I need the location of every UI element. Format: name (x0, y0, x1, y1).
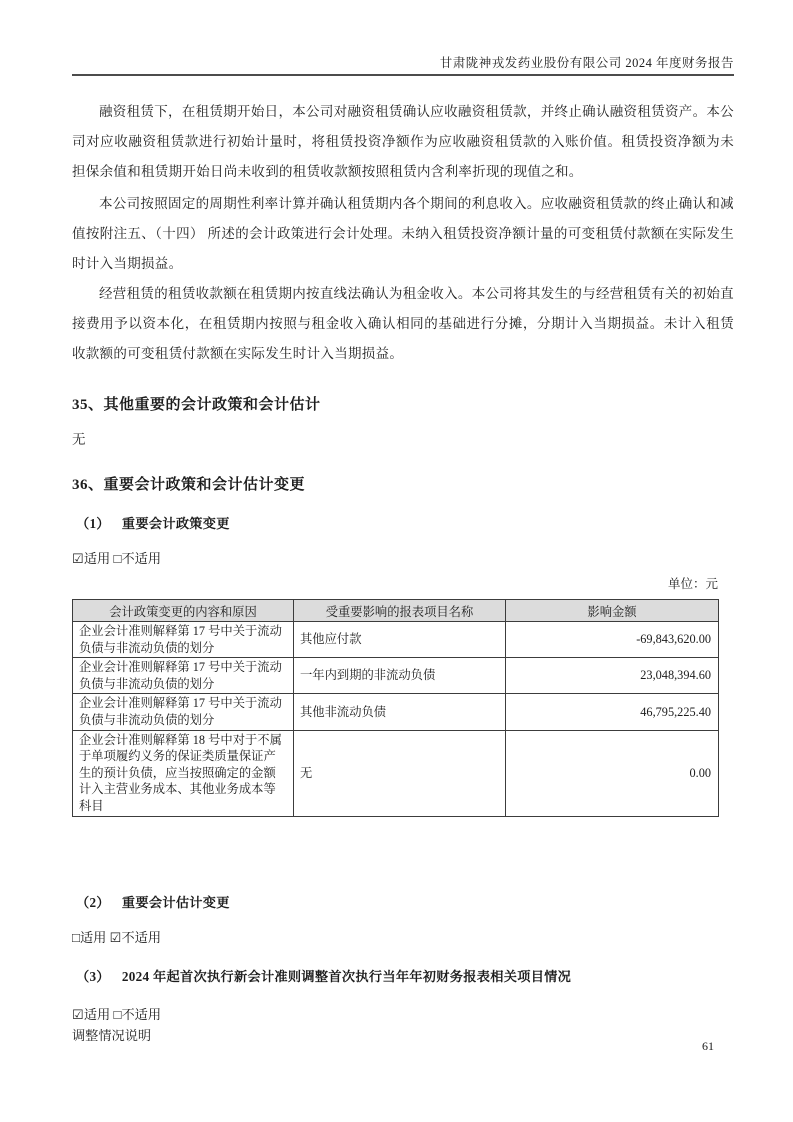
table-row (73, 622, 719, 658)
paragraph-interest-income: 本公司按照固定的周期性利率计算并确认租赁期内各个期间的利息收入。应收融资租赁款的终止确认和减值按附注五、（十四） 所述的会计政策进行会计处理。未纳入租赁投资净额计量的可变租赁付款额在实际发生时计入当期损益。 (72, 196, 734, 271)
sub-3-title: 2024 年起首次执行新会计准则调整首次执行当年年初财务报表相关项目情况 (121, 968, 572, 984)
page-number: 61 (702, 1039, 714, 1053)
table-header-row (73, 600, 719, 622)
heading-sub-1 (76, 515, 734, 533)
sub-3-applicable-checkboxes: ☑适用 □不适用 (72, 1006, 162, 1022)
sub-3-number: （3） (76, 968, 110, 984)
cell-impact-amount: 0.00 (506, 730, 719, 816)
table-row (73, 658, 719, 694)
cell-change-reason: 企业会计准则解释第 17 号中关于流动负债与非流动负债的划分 (73, 622, 294, 658)
cell-affected-item: 其他非流动负债 (294, 694, 506, 730)
heading-sub-2 (76, 894, 734, 912)
policy-change-table (72, 599, 719, 817)
sub-1-number: （1） (76, 516, 110, 531)
sub-2-applicable-checkboxes: □适用 ☑不适用 (72, 929, 162, 945)
heading-sub-3 (76, 968, 734, 986)
header-rule (72, 74, 734, 76)
section-35-body: 无 (72, 432, 86, 447)
col-header-impact-amount: 影响金额 (506, 600, 719, 622)
sub-1-applicable-checkboxes: ☑适用 □不适用 (72, 551, 162, 566)
cell-change-reason: 企业会计准则解释第 17 号中关于流动负债与非流动负债的划分 (73, 658, 294, 694)
cell-change-reason: 企业会计准则解释第 17 号中关于流动负债与非流动负债的划分 (73, 694, 294, 730)
cell-impact-amount: -69,843,620.00 (506, 622, 719, 658)
cell-affected-item: 无 (294, 730, 506, 816)
paragraph-operating-lease: 经营租赁的租赁收款额在租赁期内按直线法确认为租金收入。本公司将其发生的与经营租赁有关的初始直接费用予以资本化，在租赁期内按照与租金收入确认相同的基础进行分摊，分期计入当期损益。未计入租赁收款额的可变租赁付款额在实际发生时计入当期损益。 (72, 286, 734, 361)
sub-2-title: 重要会计估计变更 (121, 894, 230, 910)
adjustment-note-label: 调整情况说明 (72, 1027, 152, 1043)
sub-1-title: 重要会计政策变更 (121, 516, 230, 531)
cell-impact-amount: 23,048,394.60 (506, 658, 719, 694)
col-header-affected-item: 受重要影响的报表项目名称 (294, 600, 506, 622)
heading-section-36: 36、重要会计政策和会计估计变更 (72, 477, 306, 493)
cell-impact-amount: 46,795,225.40 (506, 694, 719, 730)
unit-label: 单位：元 (667, 577, 718, 591)
cell-affected-item: 其他应付款 (294, 622, 506, 658)
table-row (73, 730, 719, 816)
cell-change-reason: 企业会计准则解释第 18 号中对于不属于单项履约义务的保证类质量保证产生的预计负债，应当按照确定的金额计入主营业务成本、其他业务成本等科目 (73, 730, 294, 816)
sub-2-number: （2） (76, 894, 110, 910)
table-row (73, 694, 719, 730)
report-header-title: 甘肃陇神戎发药业股份有限公司 2024 年度财务报告 (439, 56, 734, 70)
paragraph-finance-lease: 融资租赁下，在租赁期开始日，本公司对融资租赁确认应收融资租赁款，并终止确认融资租赁资产。本公司对应收融资租赁款进行初始计量时，将租赁投资净额作为应收融资租赁款的入账价值。租赁投资净额为未担保余值和租赁期开始日尚未收到的租赁收款额按照租赁内含利率折现的现值之和。 (72, 104, 734, 179)
col-header-change-reason: 会计政策变更的内容和原因 (73, 600, 294, 622)
heading-section-35: 35、其他重要的会计政策和会计估计 (72, 397, 321, 413)
cell-affected-item: 一年内到期的非流动负债 (294, 658, 506, 694)
